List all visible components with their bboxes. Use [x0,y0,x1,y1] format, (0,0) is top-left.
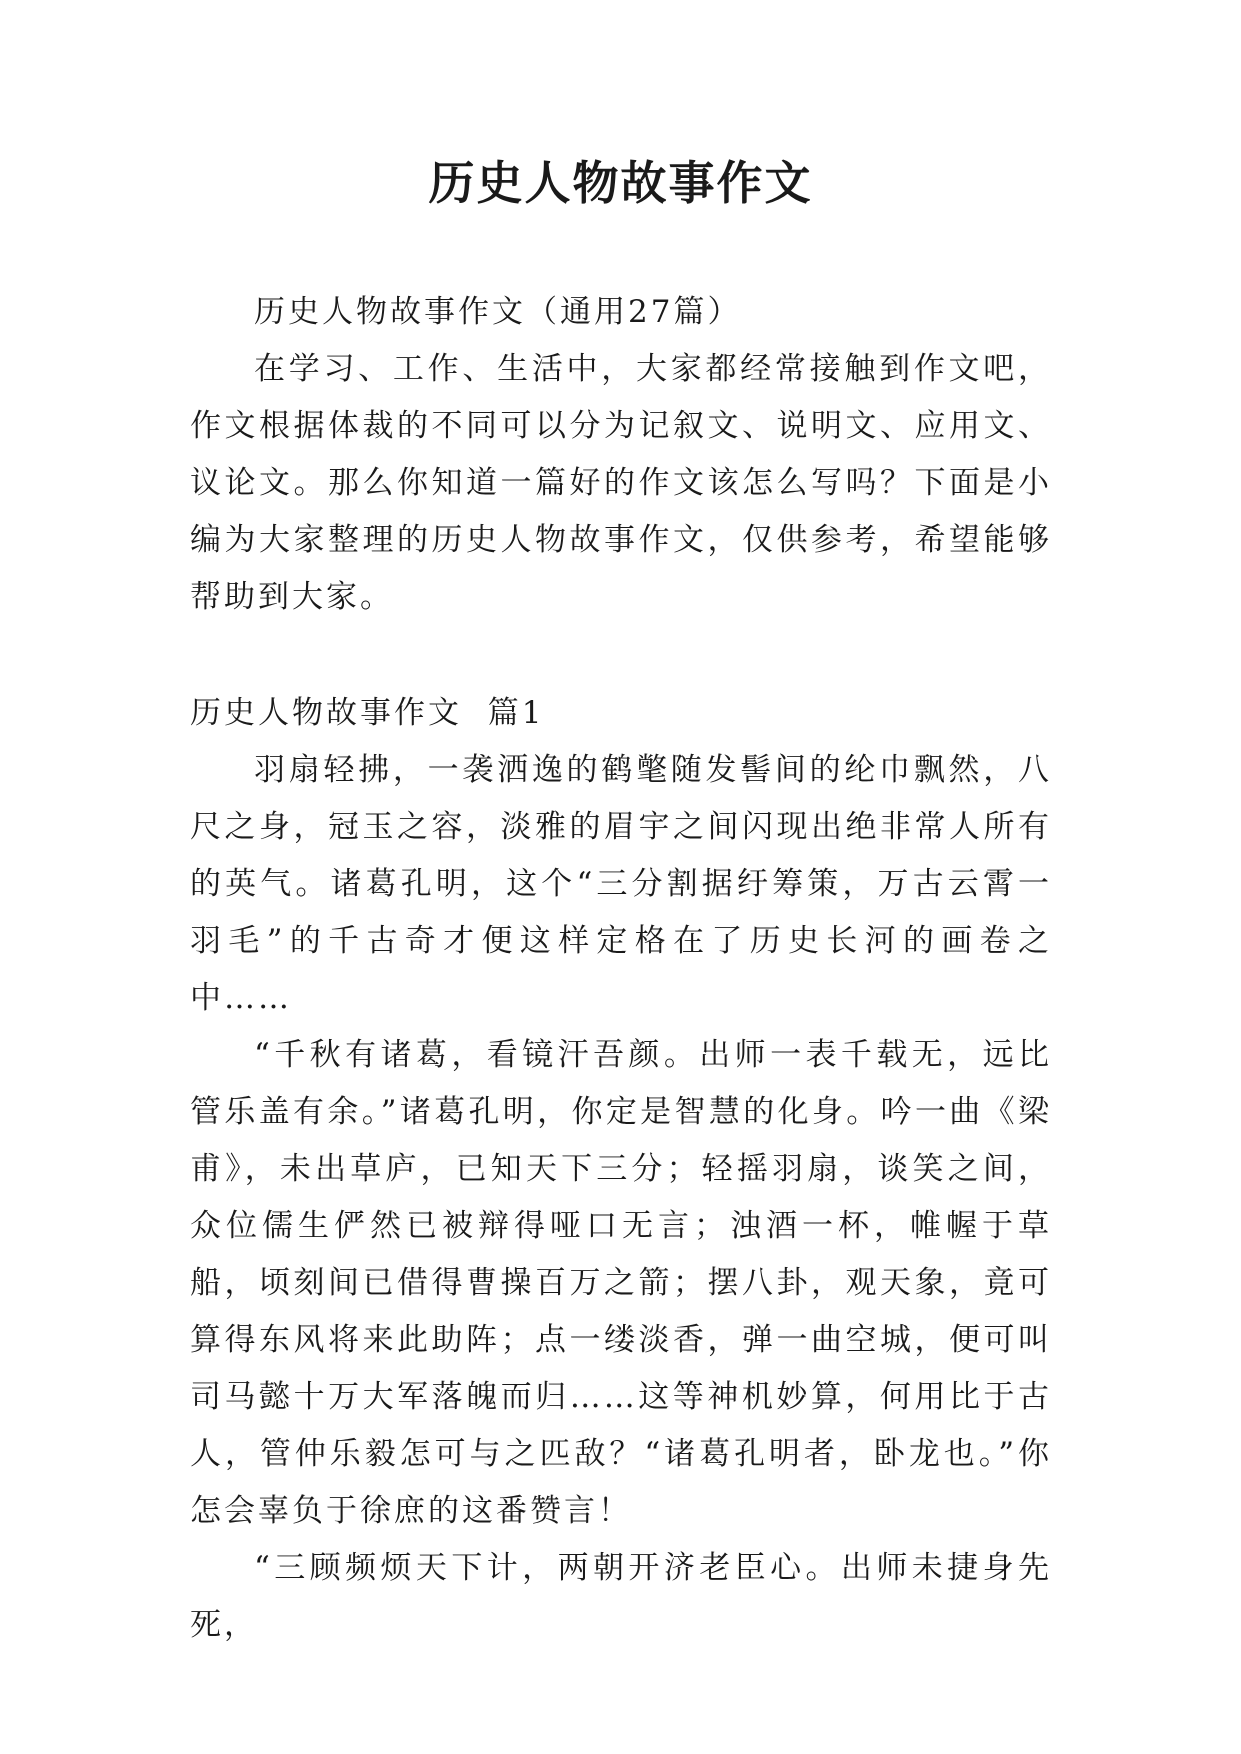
paragraph: 羽扇轻拂，一袭洒逸的鹤氅随发髻间的纶巾飘然，八尺之身，冠玉之容，淡雅的眉宇之间闪现出绝非常人所有的英气。诸葛孔明，这个“三分割据纡筹策，万古云霄一羽毛”的千古奇才便这样定格在了历史长河的画卷之中…… [190,752,1052,1016]
spacer [190,626,1052,685]
subtitle: 历史人物故事作文（通用27篇） [254,294,742,330]
document-title: 历史人物故事作文 [428,156,813,210]
section-heading: 历史人物故事作文 篇1 [190,695,545,731]
document-body [190,284,1052,1654]
paragraph: “三顾频烦天下计，两朝开济老臣心。出师未捷身先死， [190,1550,1052,1643]
paragraph: “千秋有诸葛，看镜汗吾颜。出师一表千载无，远比管乐盖有余。”诸葛孔明，你定是智慧的化身。吟一曲《梁甫》，未出草庐，已知天下三分；轻摇羽扇，谈笑之间，众位儒生俨然已被辩得哑口无言；浊酒一杯，帷幄于草船，顷刻间已借得曹操百万之箭；摆八卦，观天象，竟可算得东风将来此助阵；点一缕淡香，弹一曲空城，便可叫司马懿十万大军落魄而归……这等神机妙算，何用比于古人，管仲乐毅怎可与之匹敌？“诸葛孔明者，卧龙也。”你怎会辜负于徐庶的这番赞言！ [190,1037,1052,1529]
intro-paragraph: 在学习、工作、生活中，大家都经常接触到作文吧，作文根据体裁的不同可以分为记叙文、说明文、应用文、议论文。那么你知道一篇好的作文该怎么写吗？下面是小编为大家整理的历史人物故事作文，仅供参考，希望能够帮助到大家。 [190,351,1052,615]
